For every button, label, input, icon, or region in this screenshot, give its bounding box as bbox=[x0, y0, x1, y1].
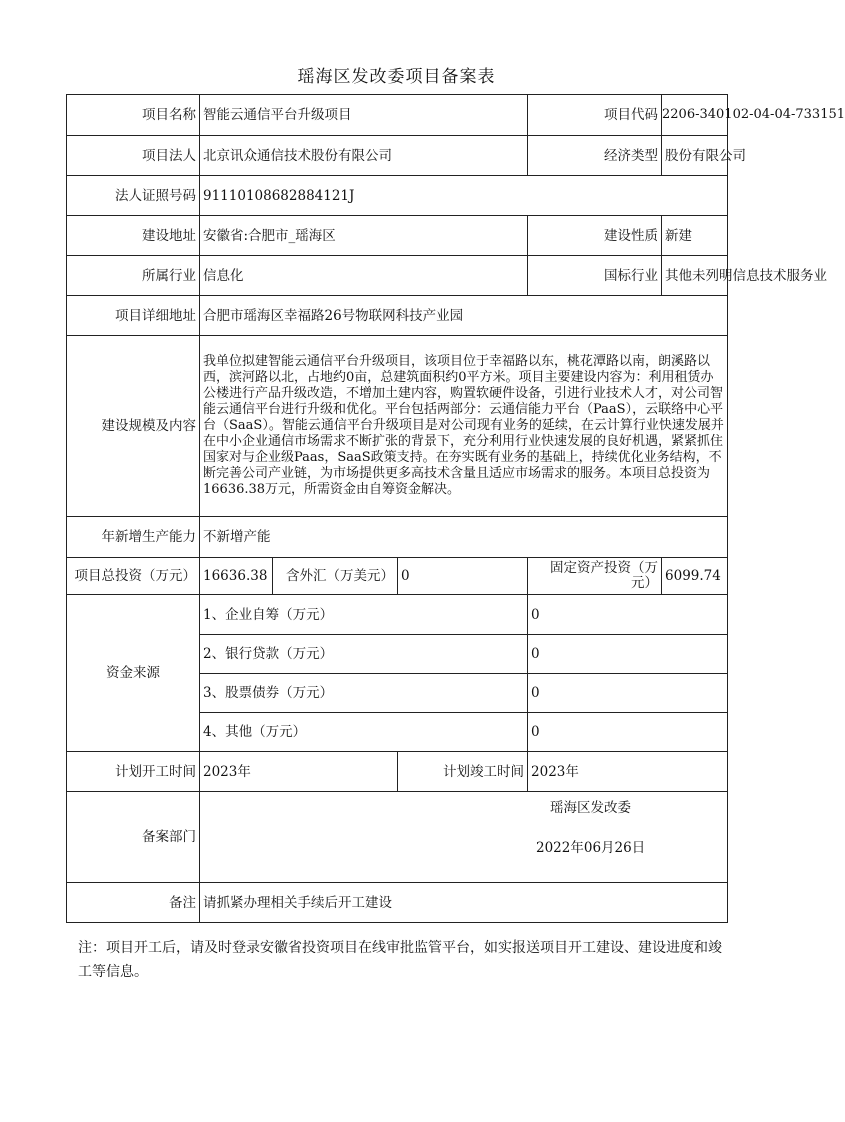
end-time-value: 2023年 bbox=[528, 752, 728, 792]
funding-item-value: 0 bbox=[528, 595, 728, 635]
funding-label: 资金来源 bbox=[67, 595, 200, 752]
total-invest-value: 16636.38 bbox=[200, 558, 273, 595]
funding-item-label: 4、其他（万元） bbox=[200, 713, 528, 752]
start-time-label: 计划开工时间 bbox=[67, 752, 200, 792]
dept-date: 2022年06月26日 bbox=[536, 840, 646, 856]
row-dept bbox=[67, 792, 728, 883]
funding-item-label: 2、银行贷款（万元） bbox=[200, 635, 528, 674]
build-nature-label: 建设性质 bbox=[528, 216, 662, 256]
dept-name: 瑶海区发改委 bbox=[550, 800, 631, 816]
national-industry-value: 其他未列明信息技术服务业 bbox=[662, 256, 728, 296]
project-name-value: 智能云通信平台升级项目 bbox=[200, 95, 528, 136]
project-code-label: 项目代码 bbox=[528, 95, 662, 136]
row-legal-person bbox=[67, 136, 728, 176]
national-industry-label: 国标行业 bbox=[528, 256, 662, 296]
row-industry bbox=[67, 256, 728, 296]
row-build-location bbox=[67, 216, 728, 256]
foreign-value: 0 bbox=[398, 558, 528, 595]
capacity-label: 年新增生产能力 bbox=[67, 517, 200, 558]
industry-label: 所属行业 bbox=[67, 256, 200, 296]
fixed-invest-label: 固定资产投资（万元） bbox=[528, 558, 662, 595]
row-remark bbox=[67, 883, 728, 923]
scale-value: 我单位拟建智能云通信平台升级项目，该项目位于幸福路以东，桃花潭路以南，朗溪路以西，滨河路以北，占地约0亩，总建筑面积约0平方米。项目主要建设内容为：利用租赁办公楼进行产品升级改造，不增加土建内容，购置软硬件设备，引进行业技术人才，对公司智能云通信平台进行升级和优化。平台包括两部分：云通信能力平台（PaaS），云联络中心平台（SaaS）。智能云通信平台升级项目是对公司现有业务的延续，在云计算行业快速发展并在中小企业通信市场需求不断扩张的背景下，充分利用行业快速发展的良好机遇，紧紧抓住国家对与企业级Paas，SaaS政策支持。在夯实既有业务的基础上，持续优化业务结构，不断完善公司产业链，为市场提供更多高技术含量且适应市场需求的服务。本项目总投资为16636.38万元，所需资金由自筹资金解决。 bbox=[200, 336, 728, 517]
legal-person-value: 北京讯众通信技术股份有限公司 bbox=[200, 136, 528, 176]
funding-item-value: 0 bbox=[528, 713, 728, 752]
build-nature-value: 新建 bbox=[662, 216, 728, 256]
funding-item-label: 1、企业自筹（万元） bbox=[200, 595, 528, 635]
funding-item-value: 0 bbox=[528, 674, 728, 713]
foreign-label: 含外汇（万美元） bbox=[273, 558, 398, 595]
project-code-value: 2206-340102-04-04-733151 bbox=[662, 95, 728, 136]
row-capacity bbox=[67, 517, 728, 558]
document-title: 瑶海区发改委项目备案表 bbox=[297, 67, 496, 87]
detail-address-value: 合肥市瑶海区幸福路26号物联网科技产业园 bbox=[200, 296, 728, 336]
license-value: 91110108682884121J bbox=[200, 176, 728, 216]
dept-cell bbox=[200, 792, 728, 883]
row-investment bbox=[67, 558, 728, 595]
row-license bbox=[67, 176, 728, 216]
capacity-value: 不新增产能 bbox=[200, 517, 728, 558]
filing-form-table bbox=[66, 94, 845, 923]
row-funding-1 bbox=[67, 595, 728, 635]
remark-label: 备注 bbox=[67, 883, 200, 923]
remark-value: 请抓紧办理相关手续后开工建设 bbox=[200, 883, 728, 923]
economic-type-value: 股份有限公司 bbox=[662, 136, 728, 176]
total-invest-label: 项目总投资（万元） bbox=[67, 558, 200, 595]
footnote: 注：项目开工后，请及时登录安徽省投资项目在线审批监管平台，如实报送项目开工建设、建设进度和竣工等信息。 bbox=[78, 940, 722, 980]
scale-label: 建设规模及内容 bbox=[67, 336, 200, 517]
legal-person-label: 项目法人 bbox=[67, 136, 200, 176]
row-detail-address bbox=[67, 296, 728, 336]
row-schedule bbox=[67, 752, 728, 792]
funding-item-label: 3、股票债券（万元） bbox=[200, 674, 528, 713]
row-scale bbox=[67, 336, 728, 517]
detail-address-label: 项目详细地址 bbox=[67, 296, 200, 336]
fixed-invest-value: 6099.74 bbox=[662, 558, 728, 595]
end-time-label: 计划竣工时间 bbox=[398, 752, 528, 792]
build-location-value: 安徽省:合肥市_瑶海区 bbox=[200, 216, 528, 256]
build-location-label: 建设地址 bbox=[67, 216, 200, 256]
project-name-label: 项目名称 bbox=[67, 95, 200, 136]
economic-type-label: 经济类型 bbox=[528, 136, 662, 176]
license-label: 法人证照号码 bbox=[67, 176, 200, 216]
industry-value: 信息化 bbox=[200, 256, 528, 296]
dept-label: 备案部门 bbox=[67, 792, 200, 883]
funding-item-value: 0 bbox=[528, 635, 728, 674]
row-project-name bbox=[67, 95, 728, 136]
start-time-value: 2023年 bbox=[200, 752, 398, 792]
